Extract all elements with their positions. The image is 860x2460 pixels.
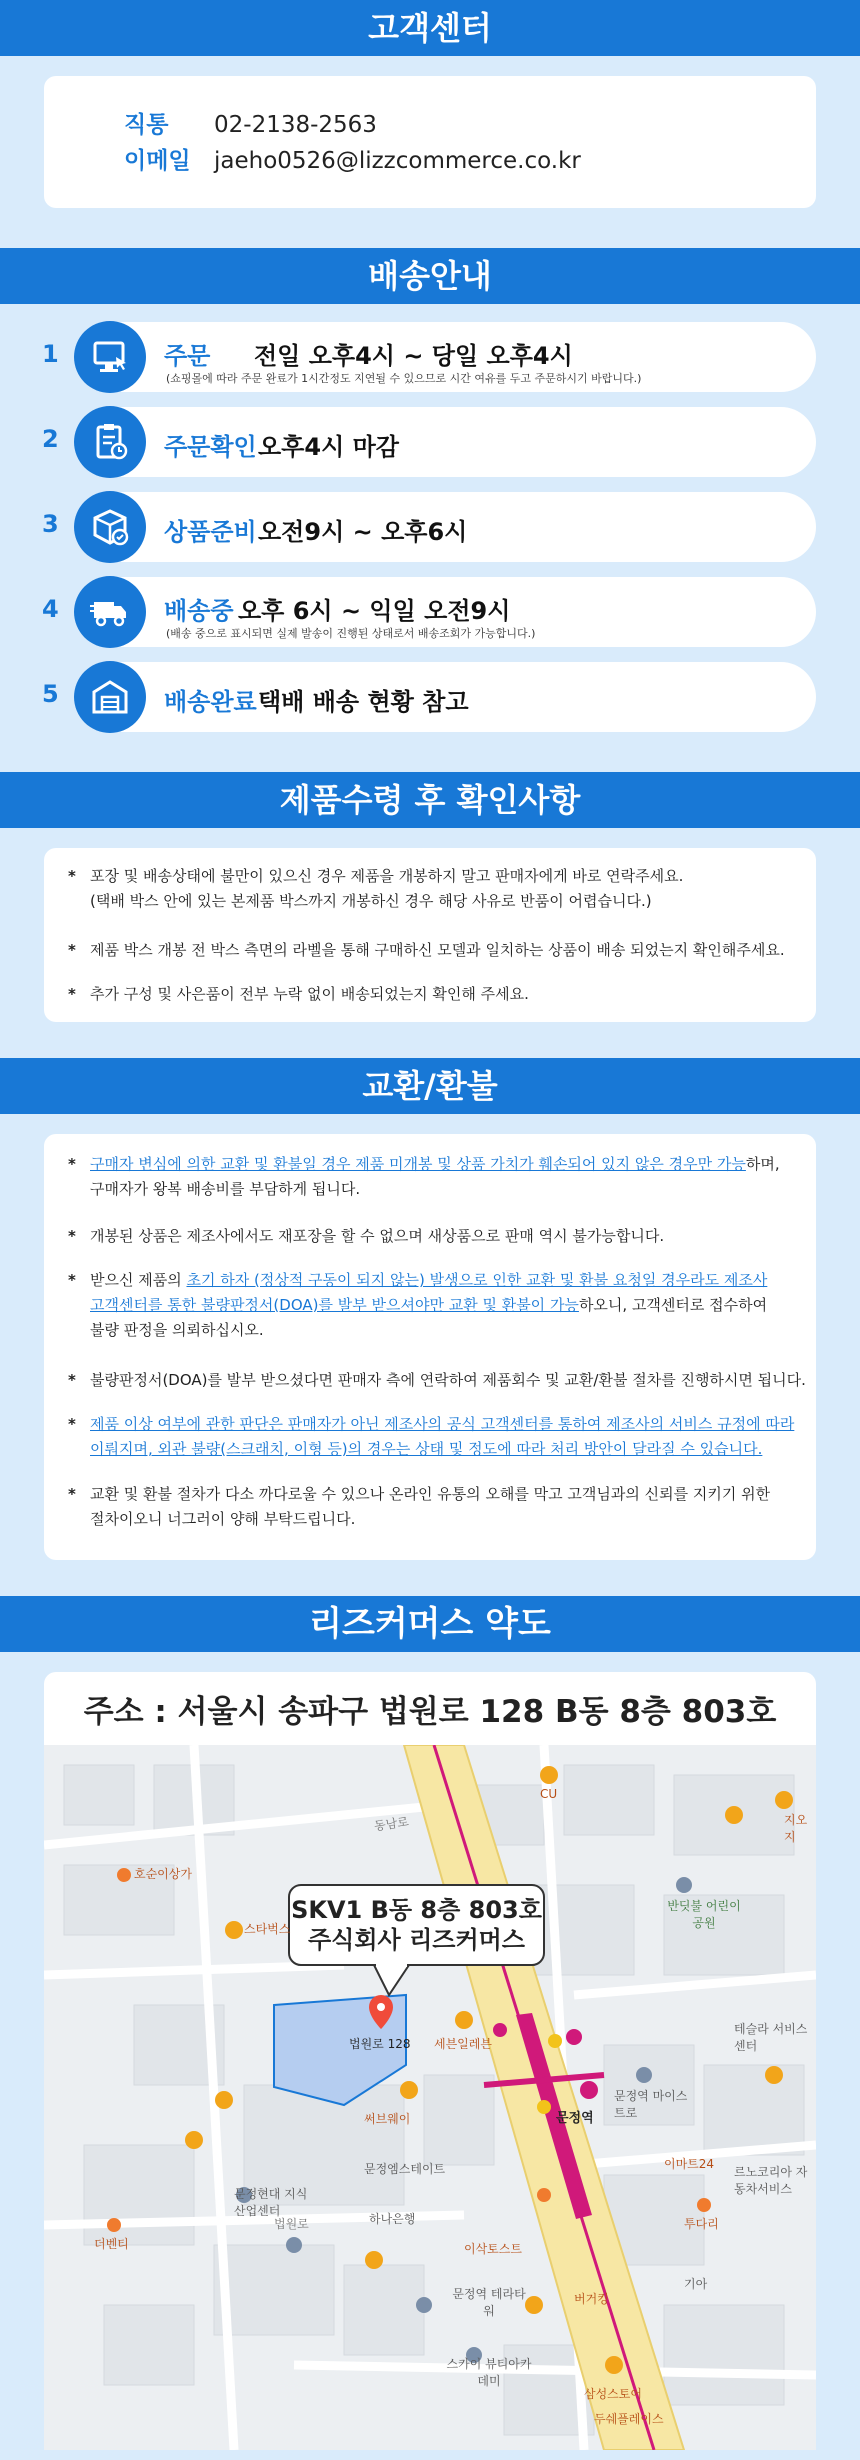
map-label: 이마트24 <box>664 2157 715 2171</box>
check-item-1: * 포장 및 배송상태에 불만이 있으신 경우 제품을 개봉하지 말고 판매자에게 바로 연락주세요. (택배 박스 안에 있는 본제품 박스까지 개봉하신 경우 해당 사유로 반품이 어렵습니다.) <box>68 867 684 910</box>
step-title: 주문확인 <box>164 433 257 461</box>
map-pin-label: 법원로 128 <box>349 2037 411 2051</box>
step-number: 2 <box>42 425 59 453</box>
step-number: 1 <box>42 340 59 368</box>
refund-item-6: * 교환 및 환불 절차가 다소 까다로울 수 있으나 온라인 유통의 오해를 막고 고객님과의 신뢰를 지키기 위한 절차이오니 너그러이 양해 부탁드립니다. <box>68 1485 771 1528</box>
address-text: 주소 : 서울시 송파구 법원로 128 B동 8층 803호 <box>83 1694 777 1730</box>
step-number: 5 <box>42 680 59 708</box>
map-label: 스카이 뷰티아카데미 <box>446 2357 532 2388</box>
delivery-title: 배송안내 <box>0 248 860 304</box>
cs-title: 고객센터 <box>0 0 860 56</box>
map-label: 기아 <box>684 2277 708 2291</box>
map-label: 써브웨이 <box>364 2112 411 2126</box>
warehouse-icon <box>74 661 146 733</box>
computer-order-icon <box>74 321 146 393</box>
map-label: 스타벅스 <box>244 1922 291 1936</box>
map-label: 투다리 <box>684 2217 719 2231</box>
map-label: 법원로 <box>274 2217 309 2231</box>
step-note: (배송 중으로 표시되면 실제 발송이 진행된 상태로서 배송조회가 가능합니다.) <box>166 627 536 640</box>
map-label: 이삭토스트 <box>464 2242 522 2256</box>
map-label: CU <box>540 1787 558 1801</box>
refund-title: 교환/환불 <box>0 1058 860 1114</box>
check-item-3: * 추가 구성 및 사은품이 전부 누락 없이 배송되었는지 확인해 주세요. <box>68 985 529 1003</box>
map-label: 문정엠스테이트 <box>364 2162 446 2176</box>
map-label: 더벤티 <box>94 2237 129 2251</box>
map-label: 르노코리아 자동차서비스 <box>734 2165 808 2196</box>
delivery-step-3 <box>0 492 860 562</box>
email-row <box>124 142 581 175</box>
map-label: 호순이상가 <box>134 1867 192 1881</box>
refund-item-2: * 개봉된 상품은 제조사에서도 재포장을 할 수 없으며 새상품으로 판매 역시 불가능합니다. <box>68 1227 665 1245</box>
map-label: 삼성스토어 <box>584 2387 642 2401</box>
phone-value[interactable]: 02-2138-2563 <box>214 112 377 138</box>
check-item-2: * 제품 박스 개봉 전 박스 측면의 라벨을 통해 구매하신 모델과 일치하는 상품이 배송 되었는지 확인해주세요. <box>68 941 785 959</box>
refund-item-5: * 제품 이상 여부에 관한 판단은 판매자가 아닌 제조사의 공식 고객센터를 통하여 제조사의 서비스 규정에 따라 이뤄지며, 외관 불량(스크래치, 이형 등)의 경우는 상태 및 정도에 따라 처리 방안이 달라질 수 있습니다. <box>68 1415 795 1458</box>
map-label: 문정역 마이스트로 <box>614 2089 688 2120</box>
step-desc: 오전9시 ~ 오후6시 <box>258 518 468 546</box>
map-label: 세븐일레븐 <box>434 2037 492 2051</box>
refund-item-4: * 불량판정서(DOA)를 발부 받으셨다면 판매자 측에 연락하여 제품회수 및 교환/환불 절차를 진행하시면 됩니다. <box>68 1371 806 1389</box>
step-desc: 전일 오후4시 ~ 당일 오후4시 <box>254 342 573 370</box>
location-map[interactable] <box>44 1745 816 2450</box>
map-label: 두쉐플레이스 <box>594 2412 664 2426</box>
step-number: 4 <box>42 595 59 623</box>
email-value[interactable]: jaeho0526@lizzcommerce.co.kr <box>214 148 581 174</box>
map-label: 테슬라 서비스센터 <box>734 2022 808 2053</box>
step-title: 주문 <box>164 342 211 370</box>
map-callout: SKV1 B동 8층 803호 주식회사 리즈커머스 <box>291 1896 542 1954</box>
map-label: 지오지 <box>784 1813 808 1844</box>
refund-item-1: * 구매자 변심에 의한 교환 및 환불일 경우 제품 미개봉 및 상품 가치가 훼손되어 있지 않은 경우만 가능하며, 구매자가 왕복 배송비를 부담하게 됩니다. <box>68 1155 780 1198</box>
map-label: 버거킹 <box>574 2292 609 2306</box>
package-check-icon <box>74 491 146 563</box>
delivery-step-4 <box>0 577 860 647</box>
delivery-step-5 <box>0 662 860 732</box>
step-title: 배송중 <box>164 597 234 625</box>
map-label: 문정현대 지식산업센터 <box>234 2187 308 2218</box>
step-desc: 오후4시 마감 <box>258 433 399 461</box>
delivery-truck-icon <box>74 576 146 648</box>
delivery-step-2 <box>0 407 860 477</box>
step-number: 3 <box>42 510 59 538</box>
step-note: (쇼핑몰에 따라 주문 완료가 1시간정도 지연될 수 있으므로 시간 여유를 두고 주문하시기 바랍니다.) <box>166 372 642 385</box>
map-title: 리즈커머스 약도 <box>0 1596 860 1652</box>
phone-row <box>124 106 377 139</box>
refund-item-3: * 받으신 제품의 초기 하자 (정상적 구동이 되지 않는) 발생으로 인한 교환 및 환불 요청일 경우라도 제조사 고객센터를 통한 불량판정서(DOA)를 발부 받으셔야만 교환 및 환불이 가능하오니, 고객센터로 접수하여 불량 판정을 의뢰하십시오. <box>68 1271 768 1339</box>
step-title: 배송완료 <box>164 688 257 716</box>
step-title: 상품준비 <box>164 518 257 546</box>
map-label: 반딧불 어린이공원 <box>667 1899 741 1930</box>
map-label: 하나은행 <box>369 2212 416 2226</box>
check-title: 제품수령 후 확인사항 <box>0 772 860 828</box>
map-label: 문정역 <box>556 2111 594 2126</box>
phone-label: 직통 <box>124 112 169 138</box>
step-desc: 오후 6시 ~ 익일 오전9시 <box>238 597 511 625</box>
clipboard-check-icon <box>74 406 146 478</box>
map-label: 문정역 테라타워 <box>452 2287 526 2318</box>
email-label: 이메일 <box>124 148 191 174</box>
delivery-step-1 <box>0 322 860 392</box>
map-label: 동남로 <box>373 1814 410 1834</box>
step-desc: 택배 배송 현황 참고 <box>258 688 469 716</box>
